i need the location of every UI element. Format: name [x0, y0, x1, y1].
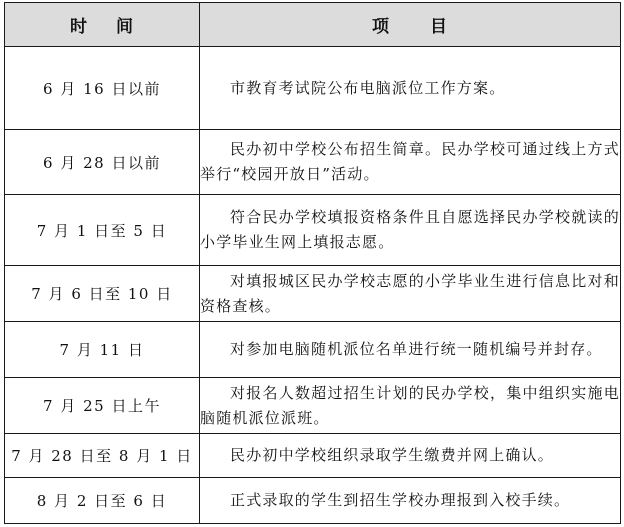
item-text: 对填报城区民办学校志愿的小学毕业生进行信息比对和资格查核。: [200, 271, 620, 315]
table-row: [5, 47, 621, 130]
item-cell: [200, 266, 621, 322]
header-row: [5, 3, 621, 47]
table-row: [5, 266, 621, 322]
item-text: 民办初中学校公布招生简章。民办学校可通过线上方式举行“校园开放日”活动。: [200, 140, 620, 183]
time-cell: 7 月 25 日上午: [5, 378, 200, 434]
time-cell: 7 月 6 日至 10 日: [5, 266, 200, 322]
item-text: 民办初中学校组织录取学生缴费并网上确认。: [230, 446, 555, 464]
item-text: 正式录取的学生到招生学校办理报到入校手续。: [230, 491, 571, 509]
header-item: [200, 3, 621, 47]
item-cell: [200, 434, 621, 478]
table-row: [5, 478, 621, 524]
item-cell: [200, 130, 621, 195]
table-row: [5, 378, 621, 434]
item-cell: [200, 195, 621, 266]
item-cell: [200, 478, 621, 524]
schedule-table-container: [4, 2, 618, 524]
header-time: [5, 3, 200, 47]
table-row: [5, 434, 621, 478]
time-cell: 7 月 1 日至 5 日: [5, 195, 200, 266]
item-text: 对报名人数超过招生计划的民办学校，集中组织实施电脑随机派位派班。: [200, 383, 620, 427]
time-cell: 7 月 11 日: [5, 322, 200, 378]
item-text: 符合民办学校填报资格条件且自愿选择民办学校就读的小学毕业生网上填报志愿。: [200, 208, 620, 251]
time-cell: 6 月 28 日以前: [5, 130, 200, 195]
item-cell: [200, 378, 621, 434]
table-row: [5, 130, 621, 195]
schedule-table: [4, 2, 621, 524]
item-cell: [200, 322, 621, 378]
table-row: [5, 195, 621, 266]
table-row: [5, 322, 621, 378]
time-cell: 6 月 16 日以前: [5, 47, 200, 130]
time-cell: 8 月 2 日至 6 日: [5, 478, 200, 524]
time-cell: 7 月 28 日至 8 月 1 日: [5, 434, 200, 478]
header-item-char-2: 目: [430, 17, 448, 37]
item-text: 市教育考试院公布电脑派位工作方案。: [230, 78, 506, 97]
item-text: 对参加电脑随机派位名单进行统一随机编号并封存。: [230, 340, 603, 358]
header-time-char-2: 间: [116, 17, 134, 37]
header-time-char-1: 时: [70, 17, 88, 37]
item-cell: [200, 47, 621, 130]
header-item-char-1: 项: [372, 17, 390, 37]
